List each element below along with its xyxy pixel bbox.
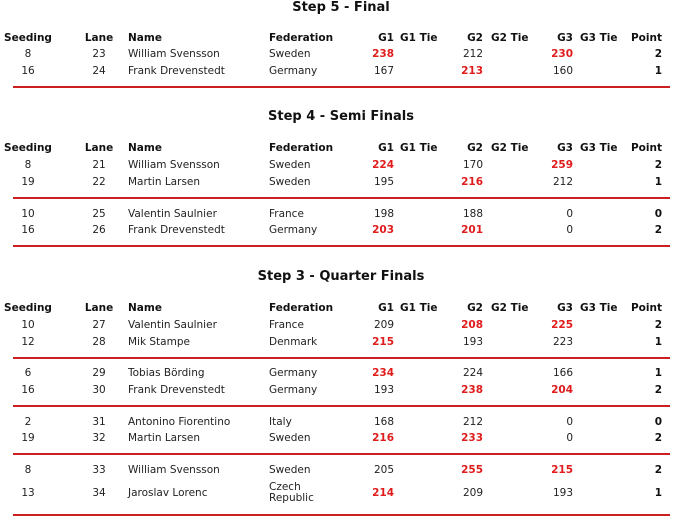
- point-cell: 2: [654, 464, 662, 476]
- header-g2-tie: G2 Tie: [491, 32, 529, 44]
- federation-cell: Sweden: [269, 48, 311, 60]
- g3-score: 0: [566, 416, 573, 428]
- g2-score: 213: [461, 65, 483, 77]
- seeding-cell: 6: [24, 367, 32, 379]
- point-cell: 0: [654, 416, 662, 428]
- federation-cell: France: [269, 319, 304, 331]
- seeding-cell: 19: [21, 176, 35, 188]
- header-name: Name: [128, 32, 162, 44]
- header-federation: Federation: [269, 302, 334, 314]
- g1-score: 205: [373, 464, 394, 476]
- header-seeding: Seeding: [4, 32, 52, 44]
- lane-cell: 23: [92, 48, 106, 60]
- seeding-cell: 8: [24, 48, 32, 60]
- point-cell: 2: [654, 48, 662, 60]
- g2-score: 212: [462, 48, 483, 60]
- federation-cell: Italy: [269, 416, 292, 428]
- match-divider: [13, 514, 670, 516]
- name-cell: Tobias Börding: [128, 367, 205, 379]
- header-g1-tie: G1 Tie: [400, 302, 438, 314]
- federation-cell: Germany: [269, 367, 318, 379]
- table-row: [0, 462, 682, 478]
- lane-cell: 32: [92, 432, 106, 444]
- g1-score: 215: [372, 336, 394, 348]
- match-divider: [13, 245, 670, 247]
- header-seeding: Seeding: [4, 142, 52, 154]
- lane-cell: 22: [92, 176, 106, 188]
- table-row: [0, 46, 682, 62]
- g1-score: 216: [372, 432, 394, 444]
- g1-score: 168: [373, 416, 394, 428]
- lane-cell: 30: [92, 384, 106, 396]
- g3-score: 0: [566, 432, 573, 444]
- header-point: Point: [630, 32, 662, 44]
- g2-score: 193: [462, 336, 483, 348]
- header-name: Name: [128, 142, 162, 154]
- header-point: Point: [630, 142, 662, 154]
- seeding-cell: 16: [21, 384, 35, 396]
- seeding-cell: 13: [21, 487, 35, 499]
- point-cell: 2: [654, 384, 662, 396]
- g3-score: 215: [551, 464, 573, 476]
- header-seeding: Seeding: [4, 302, 52, 314]
- seeding-cell: 8: [24, 159, 32, 171]
- step-title: Step 5 - Final: [292, 0, 390, 15]
- g1-score: 193: [373, 384, 394, 396]
- g2-score: 208: [461, 319, 483, 331]
- g2-score: 233: [461, 432, 483, 444]
- point-cell: 2: [654, 319, 662, 331]
- table-row: [0, 365, 682, 381]
- g3-score: 259: [551, 159, 573, 171]
- g3-score: 223: [552, 336, 573, 348]
- g1-score: 203: [372, 224, 394, 236]
- header-federation: Federation: [269, 32, 334, 44]
- g2-score: 170: [462, 159, 483, 171]
- name-cell: Martin Larsen: [128, 176, 201, 188]
- table-row: [0, 481, 682, 509]
- g1-score: 209: [373, 319, 394, 331]
- g3-score: 0: [566, 224, 573, 236]
- table-row: [0, 63, 682, 79]
- table-row: [0, 157, 682, 173]
- g1-score: 198: [373, 208, 394, 220]
- name-cell: William Svensson: [128, 159, 220, 171]
- table-header: [0, 140, 682, 156]
- table-row: [0, 206, 682, 222]
- g3-score: 160: [552, 65, 573, 77]
- federation-cell: Sweden: [269, 159, 311, 171]
- lane-cell: 29: [92, 367, 106, 379]
- header-point: Point: [630, 302, 662, 314]
- header-g2-tie: G2 Tie: [491, 302, 529, 314]
- header-g2-tie: G2 Tie: [491, 142, 529, 154]
- point-cell: 2: [654, 159, 662, 171]
- lane-cell: 21: [92, 159, 106, 171]
- federation-cell: Sweden: [269, 176, 311, 188]
- seeding-cell: 16: [21, 224, 35, 236]
- g2-score: 224: [462, 367, 483, 379]
- lane-cell: 33: [92, 464, 106, 476]
- lane-cell: 27: [92, 319, 106, 331]
- name-cell: Valentin Saulnier: [128, 319, 217, 331]
- seeding-cell: 8: [24, 464, 32, 476]
- g2-score: 255: [461, 464, 483, 476]
- header-lane: Lane: [84, 142, 114, 154]
- g2-score: 212: [462, 416, 483, 428]
- seeding-cell: 10: [21, 208, 35, 220]
- match-divider: [13, 405, 670, 407]
- g1-score: 234: [372, 367, 394, 379]
- lane-cell: 25: [92, 208, 106, 220]
- header-g3: G3: [557, 302, 573, 314]
- g1-score: 167: [373, 65, 394, 77]
- match-divider: [13, 453, 670, 455]
- g3-score: 212: [552, 176, 573, 188]
- seeding-cell: 10: [21, 319, 35, 331]
- table-row: [0, 414, 682, 430]
- federation-cell: Germany: [269, 224, 318, 236]
- header-g1: G1: [378, 302, 394, 314]
- federation-cell: France: [269, 208, 304, 220]
- federation-cell: Denmark: [269, 336, 318, 348]
- name-cell: Frank Drevenstedt: [128, 224, 225, 236]
- table-row: [0, 334, 682, 350]
- match-divider: [13, 86, 670, 88]
- lane-cell: 26: [92, 224, 106, 236]
- name-cell: Jaroslav Lorenc: [128, 487, 208, 499]
- header-lane: Lane: [84, 302, 114, 314]
- point-cell: 1: [654, 367, 662, 379]
- table-row: [0, 430, 682, 446]
- header-federation: Federation: [269, 142, 334, 154]
- seeding-cell: 12: [21, 336, 35, 348]
- name-cell: Frank Drevenstedt: [128, 384, 225, 396]
- name-cell: William Svensson: [128, 464, 220, 476]
- name-cell: Valentin Saulnier: [128, 208, 217, 220]
- federation-cell: Germany: [269, 65, 318, 77]
- seeding-cell: 16: [21, 65, 35, 77]
- name-cell: William Svensson: [128, 48, 220, 60]
- lane-cell: 28: [92, 336, 106, 348]
- header-g2: G2: [467, 32, 483, 44]
- name-cell: Frank Drevenstedt: [128, 65, 225, 77]
- name-cell: Martin Larsen: [128, 432, 201, 444]
- federation-cell: Sweden: [269, 464, 311, 476]
- header-lane: Lane: [84, 32, 114, 44]
- name-cell: Mik Stampe: [128, 336, 190, 348]
- g1-score: 214: [372, 487, 394, 499]
- point-cell: 2: [654, 432, 662, 444]
- g3-score: 193: [552, 487, 573, 499]
- header-g3-tie: G3 Tie: [580, 142, 618, 154]
- g3-score: 166: [552, 367, 573, 379]
- g1-score: 195: [373, 176, 394, 188]
- federation-cell: Germany: [269, 384, 318, 396]
- point-cell: 1: [654, 176, 662, 188]
- header-name: Name: [128, 302, 162, 314]
- g2-score: 188: [462, 208, 483, 220]
- g1-score: 224: [372, 159, 394, 171]
- federation-cell: Sweden: [269, 432, 311, 444]
- lane-cell: 31: [92, 416, 106, 428]
- table-header: [0, 300, 682, 316]
- federation-line-1: Czech: [269, 481, 301, 493]
- g3-score: 225: [551, 319, 573, 331]
- header-g1: G1: [378, 32, 394, 44]
- federation-cell: [269, 482, 314, 504]
- header-g3-tie: G3 Tie: [580, 32, 618, 44]
- g3-score: 230: [551, 48, 573, 60]
- lane-cell: 34: [92, 487, 106, 499]
- header-g3-tie: G3 Tie: [580, 302, 618, 314]
- table-header: [0, 30, 682, 46]
- match-divider: [13, 357, 670, 359]
- table-row: [0, 174, 682, 190]
- federation-line-2: Republic: [269, 492, 314, 504]
- header-g3: G3: [557, 142, 573, 154]
- point-cell: 1: [654, 65, 662, 77]
- header-g1-tie: G1 Tie: [400, 142, 438, 154]
- step-title: Step 3 - Quarter Finals: [257, 269, 425, 284]
- header-g1-tie: G1 Tie: [400, 32, 438, 44]
- point-cell: 2: [654, 224, 662, 236]
- g3-score: 204: [551, 384, 573, 396]
- g2-score: 238: [461, 384, 483, 396]
- point-cell: 0: [654, 208, 662, 220]
- header-g1: G1: [378, 142, 394, 154]
- header-g2: G2: [467, 302, 483, 314]
- point-cell: 1: [654, 336, 662, 348]
- lane-cell: 24: [92, 65, 106, 77]
- g2-score: 216: [461, 176, 483, 188]
- table-row: [0, 222, 682, 238]
- g2-score: 209: [462, 487, 483, 499]
- table-row: [0, 382, 682, 398]
- g2-score: 201: [461, 224, 483, 236]
- table-row: [0, 317, 682, 333]
- g3-score: 0: [566, 208, 573, 220]
- g1-score: 238: [372, 48, 394, 60]
- seeding-cell: 2: [24, 416, 32, 428]
- name-cell: Antonino Fiorentino: [128, 416, 231, 428]
- header-g3: G3: [557, 32, 573, 44]
- header-g2: G2: [467, 142, 483, 154]
- point-cell: 1: [654, 487, 662, 499]
- seeding-cell: 19: [21, 432, 35, 444]
- step-title: Step 4 - Semi Finals: [268, 109, 414, 124]
- match-divider: [13, 197, 670, 199]
